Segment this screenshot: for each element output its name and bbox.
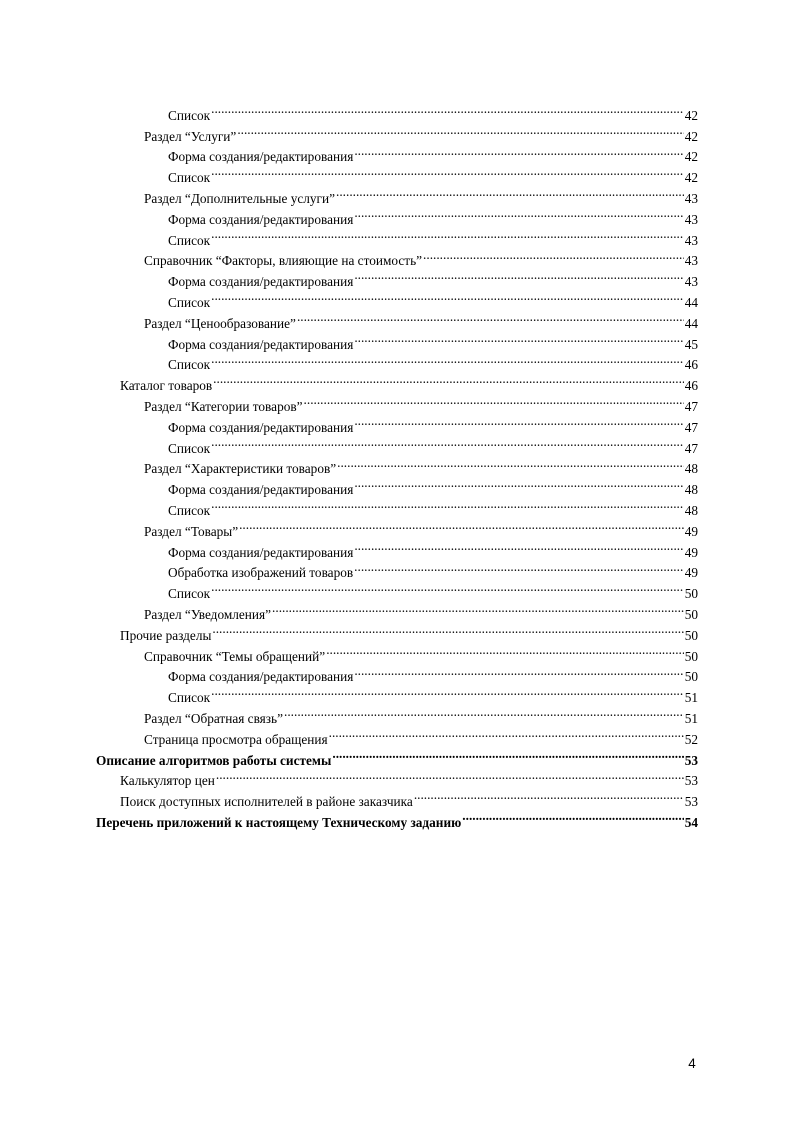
toc-dot-leader <box>332 744 683 765</box>
toc-entry-page: 47 <box>684 419 698 435</box>
toc-dot-leader <box>354 411 683 432</box>
toc-entry-title: Список <box>168 440 211 456</box>
toc-entry-title: Раздел “Обратная связь” <box>144 710 284 726</box>
toc-entry-title: Раздел “Услуги” <box>144 128 237 144</box>
page-number: 4 <box>688 1056 696 1071</box>
toc-entry-page: 50 <box>684 586 698 602</box>
toc-entry-page: 44 <box>684 315 698 331</box>
toc-dot-leader <box>326 640 684 661</box>
toc-entry-page: 42 <box>684 107 698 123</box>
toc-entry-page: 53 <box>684 752 698 768</box>
toc-entry-title: Список <box>168 170 211 186</box>
table-of-contents <box>96 99 698 830</box>
toc-dot-leader <box>237 120 683 141</box>
toc-entry-title: Раздел “Товары” <box>144 523 239 539</box>
toc-entry-title: Поиск доступных исполнителей в районе заказчика <box>120 794 413 810</box>
toc-entry-page: 44 <box>684 294 698 310</box>
toc-entry-page: 43 <box>684 232 698 248</box>
toc-entry-page: 52 <box>684 731 698 747</box>
toc-entry-page: 45 <box>684 336 698 352</box>
toc-entry-title: Прочие разделы <box>120 627 212 643</box>
toc-entry-title: Список <box>168 586 211 602</box>
toc-entry-title: Форма создания/редактирования <box>168 336 354 352</box>
toc-entry-title: Справочник “Темы обращений” <box>144 648 326 664</box>
toc-entry-page: 42 <box>684 128 698 144</box>
toc-entry-page: 50 <box>684 606 698 622</box>
toc-dot-leader <box>211 161 684 182</box>
toc-entry-page: 54 <box>684 814 698 830</box>
toc-dot-leader <box>297 307 684 328</box>
toc-entry-title: Раздел “Характеристики товаров” <box>144 461 337 477</box>
toc-entry-page: 48 <box>684 502 698 518</box>
toc-entry-page: 46 <box>684 357 698 373</box>
toc-entry-page: 49 <box>684 565 698 581</box>
toc-dot-leader <box>462 806 683 827</box>
toc-dot-leader <box>284 702 684 723</box>
toc-dot-leader <box>354 557 684 578</box>
toc-entry-title: Раздел “Ценообразование” <box>144 315 296 331</box>
toc-dot-leader <box>212 619 683 640</box>
toc-dot-leader <box>354 661 683 682</box>
toc-entry[interactable] <box>96 99 698 123</box>
toc-dot-leader <box>329 723 684 744</box>
toc-entry-page: 49 <box>684 523 698 539</box>
toc-entry-page: 42 <box>684 170 698 186</box>
toc-dot-leader <box>354 265 683 286</box>
toc-entry-title: Раздел “Категории товаров” <box>144 398 303 414</box>
toc-entry-title: Справочник “Факторы, влияющие на стоимость” <box>144 253 423 269</box>
toc-dot-leader <box>211 286 684 307</box>
toc-entry-title: Раздел “Уведомления” <box>144 606 272 622</box>
toc-entry-title: Форма создания/редактирования <box>168 544 354 560</box>
toc-dot-leader <box>337 453 684 474</box>
toc-entry-page: 50 <box>684 648 698 664</box>
toc-dot-leader <box>336 182 684 203</box>
toc-entry-page: 48 <box>684 461 698 477</box>
toc-dot-leader <box>354 141 683 162</box>
toc-entry-title: Список <box>168 232 211 248</box>
toc-dot-leader <box>216 765 684 786</box>
toc-entry-page: 43 <box>684 190 698 206</box>
toc-entry-title: Страница просмотра обращения <box>144 731 328 747</box>
toc-dot-leader <box>211 681 684 702</box>
toc-entry-page: 47 <box>684 440 698 456</box>
toc-entry-title: Список <box>168 107 211 123</box>
toc-dot-leader <box>354 536 683 557</box>
toc-entry-page: 47 <box>684 398 698 414</box>
toc-entry-page: 53 <box>684 794 698 810</box>
toc-entry-title: Форма создания/редактирования <box>168 669 354 685</box>
toc-entry-title: Список <box>168 357 211 373</box>
toc-entry-title: Список <box>168 690 211 706</box>
toc-dot-leader <box>211 494 684 515</box>
toc-entry-page: 46 <box>684 378 698 394</box>
toc-entry-title: Перечень приложений к настоящему Техническому заданию <box>96 814 462 830</box>
toc-entry-page: 51 <box>684 710 698 726</box>
toc-entry-page: 43 <box>684 274 698 290</box>
toc-entry-title: Каталог товаров <box>120 378 213 394</box>
toc-dot-leader <box>354 473 683 494</box>
toc-entry-page: 48 <box>684 482 698 498</box>
toc-entry-title: Форма создания/редактирования <box>168 149 354 165</box>
toc-entry-title: Раздел “Дополнительные услуги” <box>144 190 336 206</box>
toc-entry-title: Форма создания/редактирования <box>168 419 354 435</box>
toc-dot-leader <box>423 245 684 266</box>
toc-dot-leader <box>211 432 684 453</box>
toc-entry-title: Форма создания/редактирования <box>168 211 354 227</box>
toc-entry-page: 51 <box>684 690 698 706</box>
toc-dot-leader <box>211 349 684 370</box>
toc-dot-leader <box>211 577 684 598</box>
toc-entry-page: 49 <box>684 544 698 560</box>
toc-entry-page: 50 <box>684 669 698 685</box>
toc-entry-page: 53 <box>684 773 698 789</box>
toc-dot-leader <box>213 369 684 390</box>
toc-entry-page: 43 <box>684 253 698 269</box>
toc-dot-leader <box>211 99 684 120</box>
toc-entry-title: Калькулятор цен <box>120 773 215 789</box>
toc-dot-leader <box>414 785 684 806</box>
toc-dot-leader <box>211 224 684 245</box>
toc-entry-page: 43 <box>684 211 698 227</box>
toc-entry-title: Форма создания/редактирования <box>168 482 354 498</box>
toc-dot-leader <box>239 515 684 536</box>
toc-entry-title: Описание алгоритмов работы системы <box>96 752 332 768</box>
toc-entry-title: Список <box>168 502 211 518</box>
toc-entry-title: Обработка изображений товаров <box>168 565 354 581</box>
toc-dot-leader <box>272 598 684 619</box>
toc-dot-leader <box>354 328 683 349</box>
toc-entry-page: 50 <box>684 627 698 643</box>
toc-entry-title: Список <box>168 294 211 310</box>
toc-entry-title: Форма создания/редактирования <box>168 274 354 290</box>
toc-entry-page: 42 <box>684 149 698 165</box>
toc-dot-leader <box>354 203 683 224</box>
toc-dot-leader <box>304 390 684 411</box>
